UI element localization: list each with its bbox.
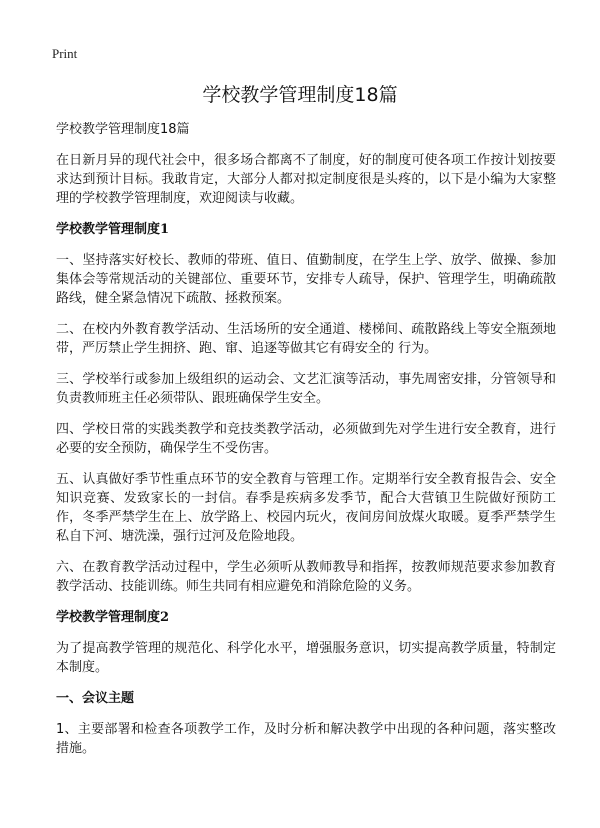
paragraph: 四、学校日常的实践类教学和竞技类教学活动，必须做到先对学生进行安全教育，进行必要的安全预防，确保学生不受伤害。 bbox=[56, 422, 556, 456]
paragraph: 1、主要部署和检查各项教学工作，及时分析和解决教学中出现的各种问题，落实整改措施。 bbox=[56, 722, 556, 756]
paragraph: 一、坚持落实好校长、教师的带班、值日、值勤制度，在学生上学、放学、做操、参加集体会等常规活动的关键部位、重要环节，安排专人疏导，保护、管理学生，明确疏散路线，健全紧急情况下疏散、拯救预案。 bbox=[56, 253, 556, 306]
paragraph: 二、在校内外教育教学活动、生活场所的安全通道、楼梯间、疏散路线上等安全瓶颈地带，严厉禁止学生拥挤、跑、窜、追逐等做其它有碍安全的 行为。 bbox=[56, 322, 556, 356]
document-subtitle: 学校教学管理制度18篇 bbox=[56, 122, 190, 137]
section-heading: 学校教学管理制度1 bbox=[56, 222, 170, 237]
paragraph: 为了提高教学管理的规范化、科学化水平，增强服务意识，切实提高教学质量，特制定本制度。 bbox=[56, 641, 556, 675]
intro-paragraph: 在日新月异的现代社会中，很多场合都离不了制度，好的制度可使各项工作按计划按要求达到预计目标。我敢肯定，大部分人都对拟定制度很是头疼的，以下是小编为大家整理的学校教学管理制度，欢迎阅读与收藏。 bbox=[56, 153, 556, 206]
section-heading: 学校教学管理制度2 bbox=[56, 610, 170, 625]
sub-heading: 一、会议主题 bbox=[56, 691, 135, 706]
print-label: Print bbox=[52, 46, 78, 61]
document-body bbox=[56, 120, 556, 770]
paragraph: 六、在教育教学活动过程中，学生必须听从教师教导和指挥，按教师规范要求参加教育教学活动、技能训练。师生共同有相应避免和消除危险的义务。 bbox=[56, 560, 556, 594]
paragraph: 五、认真做好季节性重点环节的安全教育与管理工作。定期举行安全教育报告会、安全知识竞赛、发致家长的一封信。春季是疾病多发季节，配合大营镇卫生院做好预防工作，冬季严禁学生在上、放学路上、校园内玩火，夜间房间放煤火取暖。夏季严禁学生私自下河、塘洗澡，强行过河及危险地段。 bbox=[56, 472, 556, 544]
paragraph: 三、学校举行或参加上级组织的运动会、文艺汇演等活动，事先周密安排，分管领导和负责教师班主任必须带队、跟班确保学生安全。 bbox=[56, 372, 556, 406]
document-title: 学校教学管理制度18篇 bbox=[202, 84, 398, 106]
